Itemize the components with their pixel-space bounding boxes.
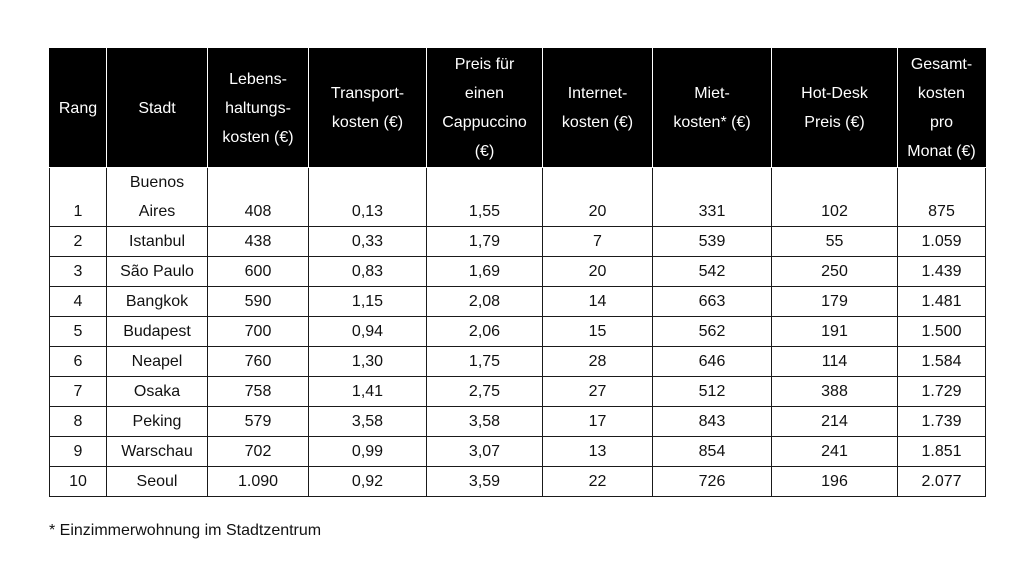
cell-mietkosten: 854 (653, 437, 772, 467)
header-mietkosten (653, 49, 772, 168)
city-name-line: Warschau (121, 443, 193, 460)
city-name-line: Istanbul (128, 233, 186, 250)
header-cappuccino-preis (427, 49, 543, 168)
header-line: kosten* (€) (673, 114, 751, 131)
header-line: Lebens- (229, 70, 287, 88)
cell-rang: 8 (50, 407, 107, 437)
city-name-line: Buenos (129, 174, 185, 191)
table-row (50, 347, 986, 377)
table-row (50, 257, 986, 287)
table-row (50, 287, 986, 317)
cell-cappuccino-preis: 2,08 (427, 287, 543, 317)
cell-gesamtkosten: 2.077 (898, 467, 986, 497)
header-line: Hot-Desk (801, 85, 868, 102)
cell-rang: 10 (50, 467, 107, 497)
city-name-line: Budapest (123, 323, 191, 340)
cell-cappuccino-preis: 1,69 (427, 257, 543, 287)
header-rang (50, 49, 107, 168)
header-line: Internet- (567, 85, 628, 102)
header-line: Rang (58, 99, 98, 117)
cell-mietkosten: 646 (653, 347, 772, 377)
cell-gesamtkosten: 1.584 (898, 347, 986, 377)
city-name-line: Bangkok (125, 293, 189, 310)
cell-mietkosten: 663 (653, 287, 772, 317)
cell-stadt (107, 377, 208, 407)
cell-rang: 4 (50, 287, 107, 317)
cell-transportkosten: 0,92 (309, 467, 427, 497)
cell-gesamtkosten: 1.851 (898, 437, 986, 467)
cell-transportkosten: 0,94 (309, 317, 427, 347)
cell-stadt (107, 317, 208, 347)
header-gesamtkosten (898, 49, 986, 168)
cell-hot-desk-preis: 241 (772, 437, 898, 467)
cell-hot-desk-preis: 179 (772, 287, 898, 317)
cell-hot-desk-preis: 114 (772, 347, 898, 377)
header-line: einen (464, 85, 505, 102)
header-stadt (107, 49, 208, 168)
cell-lebenshaltungskosten: 760 (208, 347, 309, 377)
cell-hot-desk-preis: 388 (772, 377, 898, 407)
header-row (50, 49, 986, 168)
city-name-line: São Paulo (120, 263, 194, 280)
cell-stadt (107, 168, 208, 227)
cell-cappuccino-preis: 1,79 (427, 227, 543, 257)
cell-cappuccino-preis: 1,75 (427, 347, 543, 377)
cell-transportkosten: 0,99 (309, 437, 427, 467)
cell-internetkosten: 28 (543, 347, 653, 377)
cell-internetkosten: 20 (543, 168, 653, 227)
cell-internetkosten: 15 (543, 317, 653, 347)
cell-gesamtkosten: 1.739 (898, 407, 986, 437)
cell-rang: 3 (50, 257, 107, 287)
table-row (50, 467, 986, 497)
header-line: haltungs- (225, 99, 291, 117)
cell-transportkosten: 0,83 (309, 257, 427, 287)
table-header (50, 49, 986, 168)
header-line: Preis für (454, 56, 515, 73)
cell-rang: 7 (50, 377, 107, 407)
cell-mietkosten: 726 (653, 467, 772, 497)
header-hot-desk-preis (772, 49, 898, 168)
header-line: Monat (€) (907, 143, 976, 160)
cell-hot-desk-preis: 102 (772, 168, 898, 227)
cell-stadt (107, 227, 208, 257)
cell-lebenshaltungskosten: 579 (208, 407, 309, 437)
header-line: Preis (€) (804, 114, 865, 131)
cell-internetkosten: 22 (543, 467, 653, 497)
header-transportkosten (309, 49, 427, 168)
header-line: kosten (917, 85, 966, 102)
cell-rang: 2 (50, 227, 107, 257)
cell-lebenshaltungskosten: 700 (208, 317, 309, 347)
cell-transportkosten: 1,15 (309, 287, 427, 317)
city-name-line: Aires (138, 203, 176, 220)
table-row (50, 168, 986, 227)
header-line: Transport- (330, 85, 405, 102)
city-name-line: Seoul (136, 473, 178, 490)
footnote: * Einzimmerwohnung im Stadtzentrum (49, 522, 322, 539)
cell-stadt (107, 467, 208, 497)
cell-lebenshaltungskosten: 590 (208, 287, 309, 317)
header-line: Gesamt- (910, 56, 973, 73)
cell-internetkosten: 14 (543, 287, 653, 317)
cell-gesamtkosten: 1.481 (898, 287, 986, 317)
cell-mietkosten: 542 (653, 257, 772, 287)
header-line: Cappuccino (442, 114, 527, 131)
table-row (50, 407, 986, 437)
cost-of-living-table (49, 48, 986, 497)
cell-hot-desk-preis: 55 (772, 227, 898, 257)
table-row (50, 227, 986, 257)
cell-gesamtkosten: 875 (898, 168, 986, 227)
cell-gesamtkosten: 1.059 (898, 227, 986, 257)
cell-gesamtkosten: 1.439 (898, 257, 986, 287)
cell-rang: 6 (50, 347, 107, 377)
cell-internetkosten: 20 (543, 257, 653, 287)
cell-cappuccino-preis: 3,58 (427, 407, 543, 437)
city-name-line: Peking (132, 413, 182, 430)
cell-hot-desk-preis: 250 (772, 257, 898, 287)
cell-internetkosten: 13 (543, 437, 653, 467)
cell-cappuccino-preis: 3,59 (427, 467, 543, 497)
city-name-line: Neapel (131, 353, 183, 370)
cell-lebenshaltungskosten: 702 (208, 437, 309, 467)
cell-internetkosten: 7 (543, 227, 653, 257)
table-row (50, 437, 986, 467)
cell-mietkosten: 843 (653, 407, 772, 437)
cell-rang: 5 (50, 317, 107, 347)
cell-transportkosten: 0,33 (309, 227, 427, 257)
cell-transportkosten: 0,13 (309, 168, 427, 227)
header-line: pro (929, 114, 954, 131)
header-line: Miet- (694, 85, 730, 102)
cell-cappuccino-preis: 1,55 (427, 168, 543, 227)
cell-cappuccino-preis: 3,07 (427, 437, 543, 467)
table-body (50, 168, 986, 497)
header-line: kosten (€) (331, 114, 404, 131)
cell-mietkosten: 331 (653, 168, 772, 227)
cell-mietkosten: 512 (653, 377, 772, 407)
cell-stadt (107, 437, 208, 467)
cell-gesamtkosten: 1.729 (898, 377, 986, 407)
cell-transportkosten: 1,41 (309, 377, 427, 407)
cell-rang: 9 (50, 437, 107, 467)
cell-cappuccino-preis: 2,75 (427, 377, 543, 407)
header-line: (€) (474, 143, 495, 160)
cell-gesamtkosten: 1.500 (898, 317, 986, 347)
header-internetkosten (543, 49, 653, 168)
cell-lebenshaltungskosten: 600 (208, 257, 309, 287)
header-line: kosten (€) (222, 128, 294, 146)
header-lebenshaltungskosten (208, 49, 309, 168)
cell-lebenshaltungskosten: 758 (208, 377, 309, 407)
header-line: kosten (€) (561, 114, 634, 131)
cell-lebenshaltungskosten: 1.090 (208, 467, 309, 497)
cell-hot-desk-preis: 214 (772, 407, 898, 437)
cell-stadt (107, 257, 208, 287)
cell-lebenshaltungskosten: 438 (208, 227, 309, 257)
cell-lebenshaltungskosten: 408 (208, 168, 309, 227)
cell-rang: 1 (50, 168, 107, 227)
cell-stadt (107, 407, 208, 437)
table-row (50, 317, 986, 347)
cell-hot-desk-preis: 196 (772, 467, 898, 497)
cell-stadt (107, 287, 208, 317)
cell-transportkosten: 1,30 (309, 347, 427, 377)
cell-internetkosten: 17 (543, 407, 653, 437)
table-row (50, 377, 986, 407)
header-line: Stadt (138, 99, 176, 117)
cell-internetkosten: 27 (543, 377, 653, 407)
cell-mietkosten: 562 (653, 317, 772, 347)
city-name-line: Osaka (133, 383, 181, 400)
cell-cappuccino-preis: 2,06 (427, 317, 543, 347)
cell-stadt (107, 347, 208, 377)
cell-transportkosten: 3,58 (309, 407, 427, 437)
cell-hot-desk-preis: 191 (772, 317, 898, 347)
cell-mietkosten: 539 (653, 227, 772, 257)
